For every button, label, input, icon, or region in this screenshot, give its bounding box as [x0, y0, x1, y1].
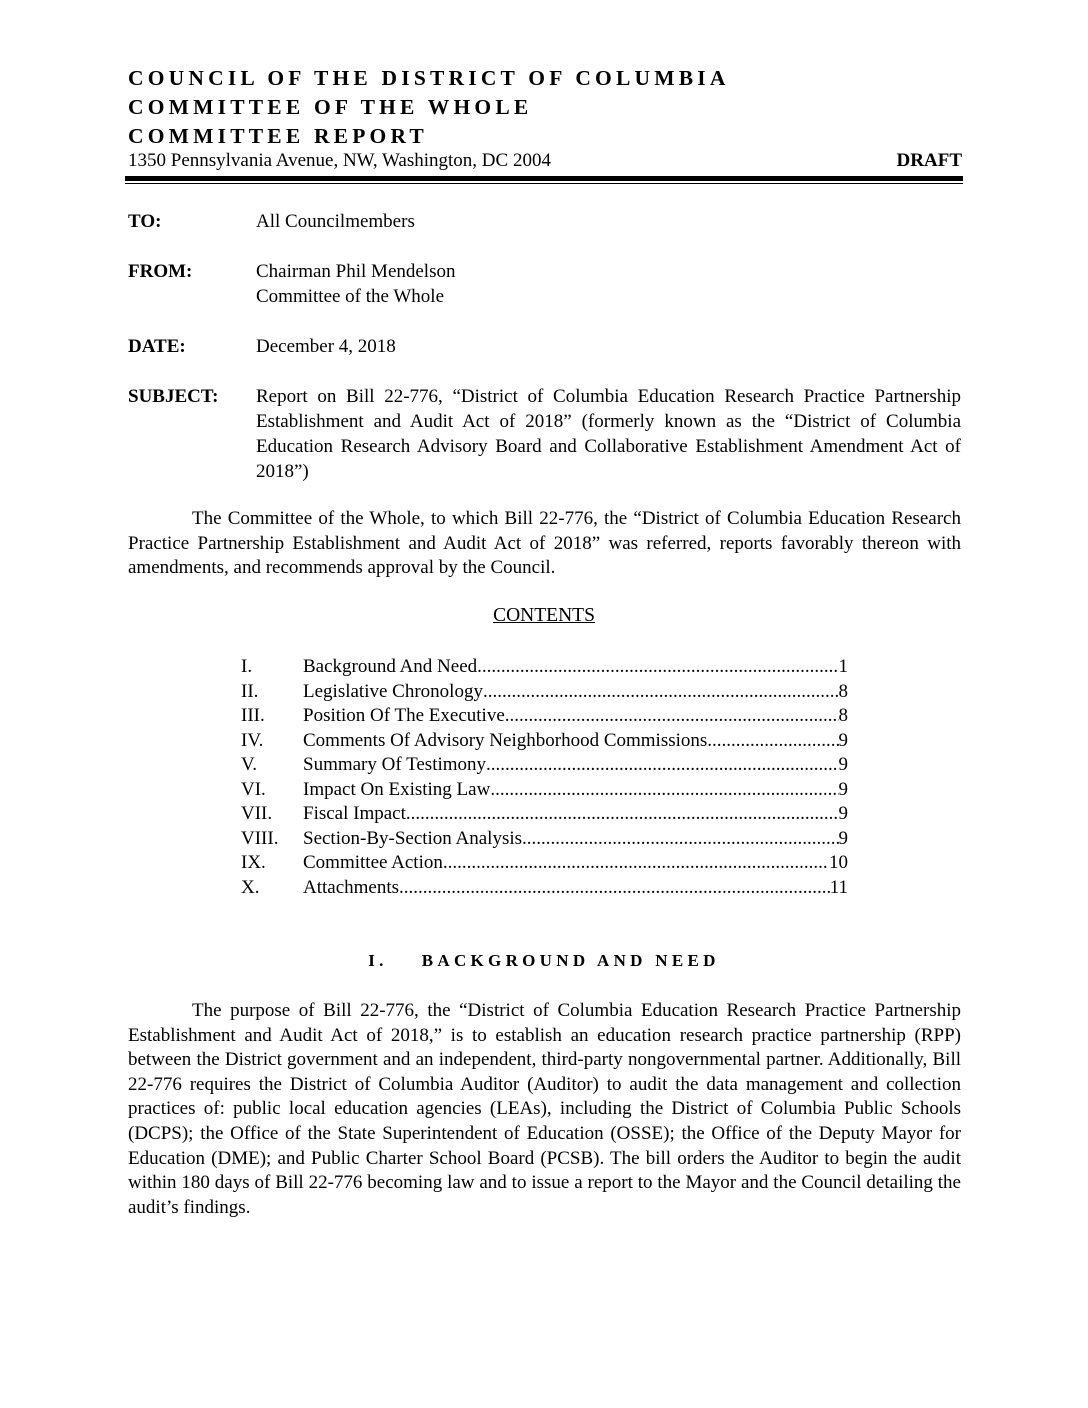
draft-label: DRAFT [896, 150, 962, 171]
toc-page-number: 9 [838, 778, 848, 800]
toc-title: Background And Need [303, 656, 478, 677]
toc-row [241, 656, 848, 681]
to-value: All Councilmembers [256, 211, 415, 232]
toc-row [241, 754, 848, 779]
from-committee: Committee of the Whole [256, 286, 445, 307]
toc-page-number: 9 [838, 754, 848, 775]
toc-row [241, 852, 848, 877]
toc-leader [490, 779, 838, 801]
toc-title: Section-By-Section Analysis [303, 827, 523, 849]
section-title: BACKGROUND AND NEED [421, 951, 720, 970]
toc-title: Legislative Chronology [303, 680, 483, 702]
toc-page-number: 8 [838, 705, 848, 726]
toc-page-number: 9 [838, 803, 848, 824]
toc-row [241, 828, 848, 853]
toc-row [241, 877, 848, 902]
toc-title: Comments Of Advisory Neighborhood Commissions [303, 729, 708, 751]
toc-number: IX. [241, 852, 266, 873]
toc-row [241, 705, 848, 730]
toc-title: Position Of The Executive [303, 705, 505, 726]
toc-page-number: 10 [829, 852, 848, 873]
address-row [128, 150, 962, 172]
header-rule-thick [125, 176, 963, 181]
committee-heading: COMMITTEE OF THE WHOLE [128, 95, 533, 119]
toc-number: V. [241, 754, 258, 775]
toc-page-number: 8 [838, 680, 848, 702]
toc-page-number: 1 [838, 656, 848, 677]
background-paragraph: The purpose of Bill 22-776, the “District of Columbia Education Research Practice Partnership Establishment and Audit Act of 2018,” is to establish an education research practice partnership (RPP) between the District government and an independent, third-party nongovernmental partner. Additionally, Bill 22-776 requires the District of Columbia Auditor (Auditor) to audit the data management and collection practices of: public local education agencies (LEAs), including the District of Columbia Public Schools (DCPS); the Office of the State Superintendent of Education (OSSE); the Office of the Deputy Mayor for Education (DME); and Public Charter School Board (PCSB). The bill orders the Auditor to begin the audit within 180 days of Bill 22-776 becoming law and to issue a report to the Mayor and the Council detailing the audit’s findings. [128, 1000, 961, 1218]
toc-leader [477, 656, 838, 678]
header-rule-thin [125, 183, 963, 184]
section-heading [0, 951, 1088, 971]
toc-number: IV. [241, 729, 264, 751]
toc-leader [522, 828, 838, 850]
address: 1350 Pennsylvania Avenue, NW, Washington, DC 2004 [128, 150, 551, 171]
toc-title: Impact On Existing Law [303, 778, 491, 800]
toc-leader [483, 681, 839, 703]
toc-leader [505, 705, 839, 727]
toc-row [241, 730, 848, 755]
toc-number: VIII. [241, 827, 279, 849]
section-number: I. [368, 951, 388, 970]
toc-leader [406, 803, 839, 825]
date-value: December 4, 2018 [256, 336, 396, 357]
toc-page-number: 11 [829, 876, 848, 898]
toc-number: II. [241, 680, 259, 702]
toc-row [241, 803, 848, 828]
toc-number: III. [241, 705, 265, 726]
toc-number: VI. [241, 778, 266, 800]
contents-title-text: CONTENTS [493, 605, 595, 626]
toc-row [241, 779, 848, 804]
date-label: DATE: [128, 336, 186, 357]
to-label: TO: [128, 211, 162, 232]
table-of-contents [241, 656, 848, 901]
subject-value: Report on Bill 22-776, “District of Columbia Education Research Practice Partnership Establishment and Audit Act of 2018” (formerly known as the “District of Columbia Education Research Advisory Board and Collaborative Establishment Amendment Act of 2018”) [256, 386, 961, 482]
report-heading: COMMITTEE REPORT [128, 124, 428, 148]
toc-leader [486, 754, 838, 776]
toc-leader [399, 877, 830, 899]
toc-leader [707, 730, 838, 752]
toc-title: Committee Action [303, 852, 443, 873]
intro-paragraph: The Committee of the Whole, to which Bill 22-776, the “District of Columbia Education Research Practice Partnership Establishment and Audit Act of 2018” was referred, reports favorably thereon with amendments, and recommends approval by the Council. [128, 508, 961, 579]
toc-number: X. [241, 876, 260, 898]
toc-row [241, 681, 848, 706]
toc-title: Attachments [303, 876, 400, 898]
toc-title: Summary Of Testimony [303, 754, 487, 775]
from-label: FROM: [128, 261, 193, 282]
subject-label: SUBJECT: [128, 386, 219, 407]
toc-title: Fiscal Impact [303, 803, 406, 824]
contents-title [0, 605, 1088, 627]
council-heading: COUNCIL OF THE DISTRICT OF COLUMBIA [128, 66, 730, 90]
toc-page-number: 9 [838, 827, 848, 849]
from-name: Chairman Phil Mendelson [256, 261, 456, 282]
toc-number: VII. [241, 803, 273, 824]
toc-page-number: 9 [838, 729, 848, 751]
toc-leader [443, 852, 829, 874]
toc-number: I. [241, 656, 253, 677]
